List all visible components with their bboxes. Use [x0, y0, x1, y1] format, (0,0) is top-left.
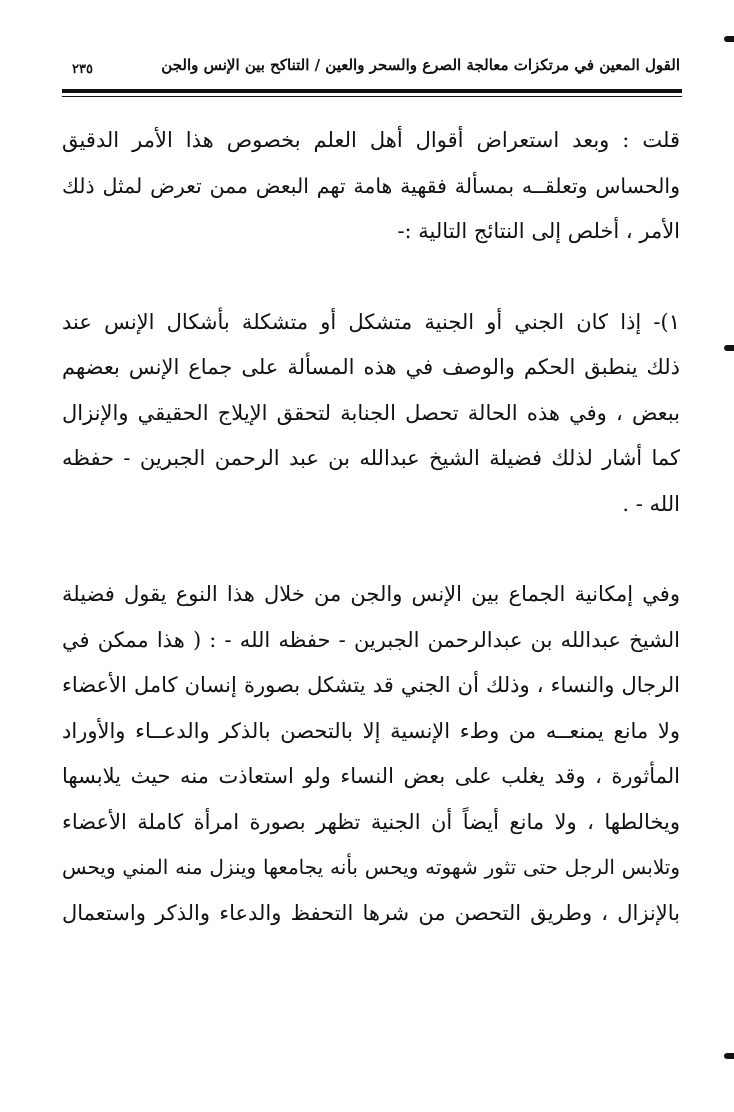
text-line: بالإنزال ، وطريق التحصن من شرها التحفظ والدعاء والذكر واستعمال [62, 900, 680, 925]
text-line: وتلابس الرجل حتى تثور شهوته ويحس بأنه يجامعها وينزل منه المني ويحس [62, 855, 680, 879]
paragraph-point-1 [62, 300, 680, 528]
scan-edge-mark [724, 36, 734, 42]
paragraph-quote [62, 572, 680, 936]
text-line: قلت : وبعد استعراض أقوال أهل العلم بخصوص هذا الأمر الدقيق [62, 128, 680, 152]
page-number: ٢٣٥ [72, 62, 93, 77]
text-line: الرجال والنساء ، وذلك أن الجني قد يتشكل بصورة إنسان كامل الأعضاء [62, 673, 680, 697]
text-line: ١)- إذا كان الجني أو الجنية متشكل أو متشكلة بأشكال الإنس عند [62, 309, 680, 334]
header-rule-thick [62, 89, 682, 93]
text-line: والحساس وتعلقــه بمسألة فقهية هامة تهم البعض ممن تعرض لمثل ذلك [62, 173, 680, 198]
text-line: ذلك ينطبق الحكم والوصف في هذه المسألة على جماع الإنس بعضهم [62, 355, 680, 379]
text-line: ولا مانع يمنعــه من وطء الإنسية إلا بالتحصن بالذكر والدعــاء والأوراد [62, 718, 680, 743]
text-line: الشيخ عبدالله بن عبدالرحمن الجبرين - حفظه الله - : ( هذا ممكن في [62, 627, 680, 652]
text-line: الله - . [622, 491, 680, 516]
text-line: كما أشار لذلك فضيلة الشيخ عبدالله بن عبد الرحمن الجبرين - حفظه [62, 446, 680, 470]
text-line: الأمر ، أخلص إلى النتائج التالية :- [397, 219, 680, 243]
body-text [62, 118, 680, 936]
text-line: ببعض ، وفي هذه الحالة تحصل الجنابة لتحقق الإيلاج الحقيقي والإنزال [62, 400, 680, 425]
text-line: وفي إمكانية الجماع بين الإنس والجن من خلال هذا النوع يقول فضيلة [62, 582, 680, 606]
header-title: القول المعين في مرتكزات معالجة الصرع والسحر والعين / التناكح بين الإنس والجن [161, 56, 680, 74]
header-rule-thin [62, 96, 682, 97]
scan-edge-mark [724, 345, 734, 351]
text-line: المأثورة ، وقد يغلب على بعض النساء ولو استعاذت منه حيث يلابسها [62, 764, 680, 788]
scan-edge-mark [724, 1053, 734, 1059]
text-line: ويخالطها ، ولا مانع أيضاً أن الجنية تظهر بصورة امرأة كاملة الأعضاء [62, 809, 680, 834]
paragraph-intro [62, 118, 680, 255]
running-header [62, 50, 680, 90]
